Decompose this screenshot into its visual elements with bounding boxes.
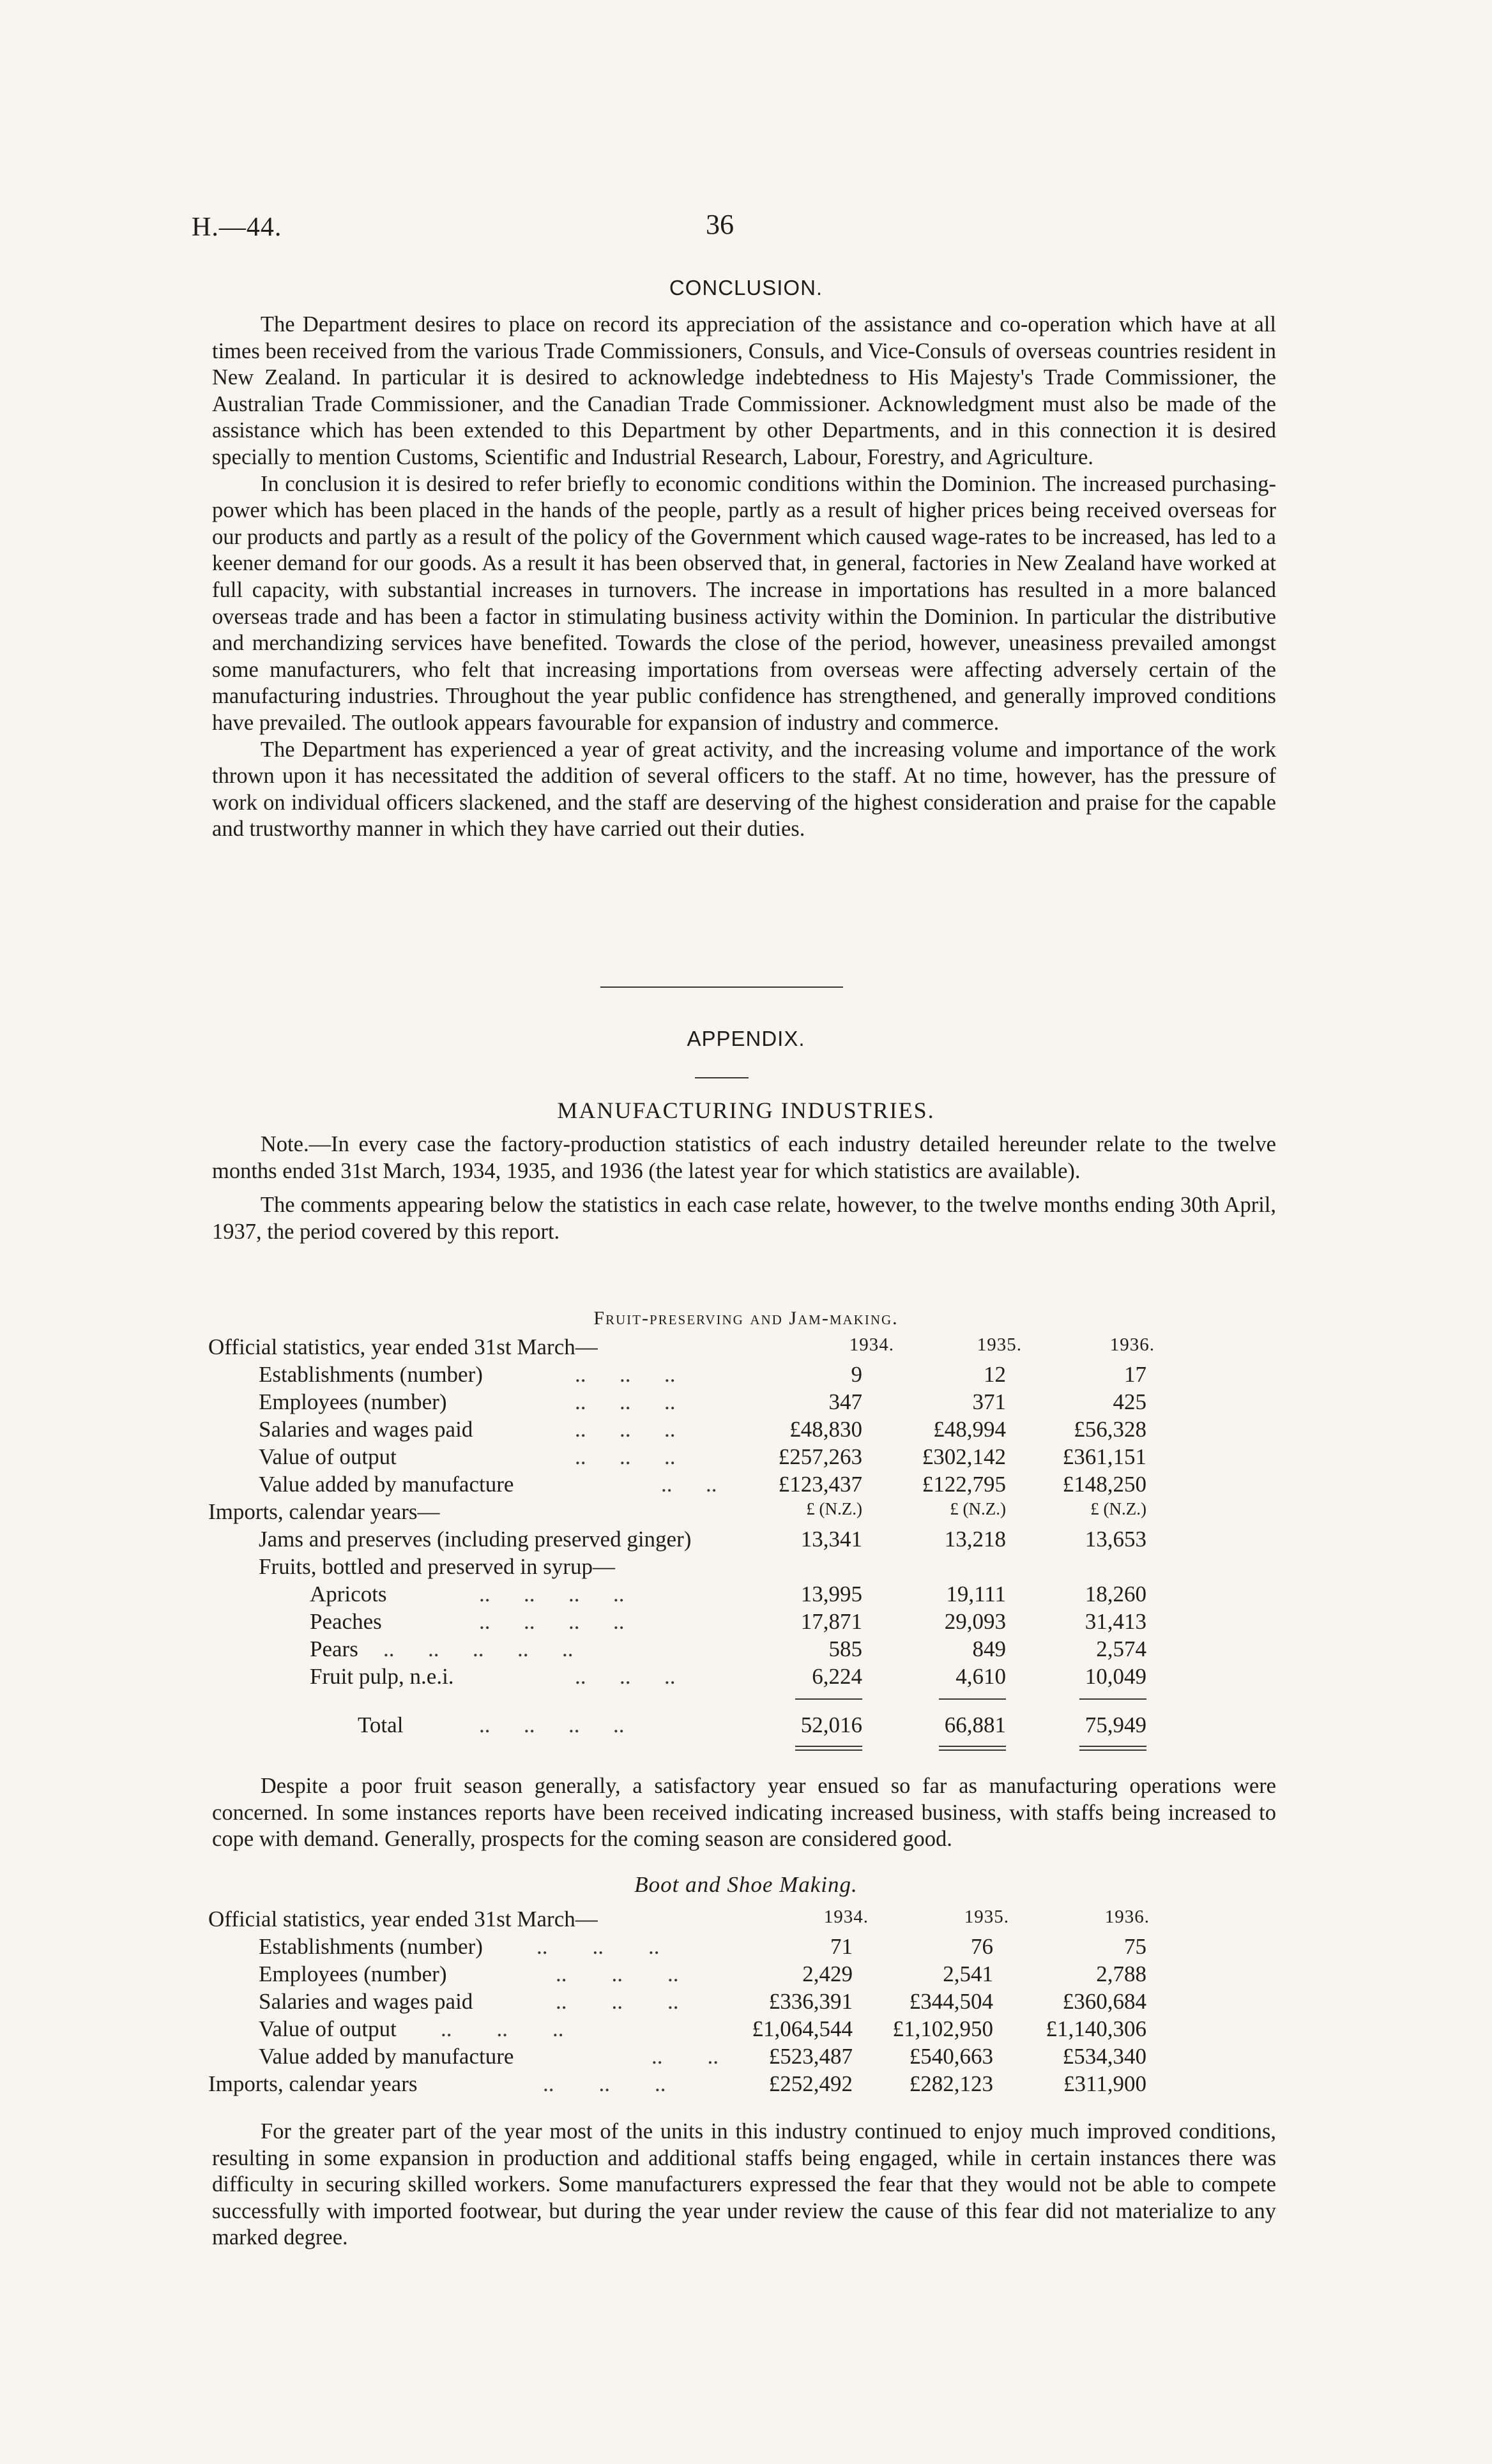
table-row: Jams and preserves (including preserved ginger) 13,341 13,218 13,653 [259, 1527, 1146, 1552]
imports-header-row: Imports, calendar years— £ (N.Z.) £ (N.Z.) £ (N.Z.) [208, 1499, 1146, 1524]
table-header-row [0, 1334, 1492, 1361]
conclusion-paragraph-3: The Department has experienced a year of great activity, and the increasing volume and importance of the work thrown upon it has necessitated the addition of several officers to the staff. At no time, however, has the pressure of work on individual officers slackened, and the staff are deserving of the highest consideration and praise for the capable and trustworthy manner in which they have carried out their duties. [212, 737, 1276, 842]
appendix-notes [212, 1131, 1276, 1245]
year-1934: 1934. [849, 1334, 894, 1355]
table-row: Pears .. .. .. .. .. 585 849 2,574 [310, 1636, 1146, 1661]
appendix-subtitle: MANUFACTURING INDUSTRIES. [557, 1098, 935, 1123]
official-statistics-label: Official statistics, year ended 31st March— [208, 1334, 598, 1359]
official-statistics-label: Official statistics, year ended 31st March— [208, 1907, 598, 1931]
table-row: Peaches .. .. .. .. 17,871 29,093 31,413 [310, 1609, 1146, 1634]
boot-comment: For the greater part of the year most of the units in this industry continued to enjoy much improved conditions, resulting in some expansion in production and additional staffs being engaged, while in certain instances there was difficulty in securing skilled workers. Some manufacturers expressed the fear that they would not be able to compete successfully with imported footwear, but during the year under review the cause of this fear did not materialize to any marked degree. [212, 2119, 1276, 2250]
appendix-note-1: Note.—In every case the factory-production statistics of each industry detailed hereunder relate to the twelve months ended 31st March, 1934, 1935, and 1936 (the latest year for which statistics are available). [212, 1132, 1276, 1183]
appendix-note-2: The comments appearing below the statistics in each case relate, however, to the twelve months ending 30th April, 1937, the period covered by this report. [212, 1193, 1276, 1244]
total-rule [1079, 1746, 1146, 1747]
year-1934: 1934. [823, 1907, 869, 1927]
table-row: Apricots .. .. .. .. 13,995 19,111 18,260 [310, 1582, 1146, 1606]
table-row: Salaries and wages paid .. .. .. £48,830 £48,994 £56,328 [259, 1417, 1146, 1442]
total-rule [795, 1746, 862, 1747]
boot-commentary [212, 2119, 1276, 2251]
table-row: Value added by manufacture .. .. £523,487 £540,663 £534,340 [259, 2044, 1146, 2069]
year-1935: 1935. [964, 1907, 1009, 1927]
total-rule [1079, 1750, 1146, 1751]
fruit-commentary [212, 1773, 1276, 1853]
appendix-heading: APPENDIX. [687, 1027, 805, 1050]
table-row: Value of output .. .. .. £257,263 £302,142 £361,151 [259, 1444, 1146, 1469]
table-row: Employees (number) .. .. .. 2,429 2,541 2,788 [259, 1961, 1146, 1986]
boot-table-title: Boot and Shoe Making. [634, 1872, 858, 1897]
subtotal-rule [795, 1698, 862, 1700]
table-row: Employees (number) .. .. .. 347 371 425 [259, 1389, 1146, 1414]
table-row: Imports, calendar years .. .. .. £252,492 £282,123 £311,900 [208, 2071, 1146, 2096]
fruits-subheading-row: Fruits, bottled and preserved in syrup— [259, 1554, 615, 1579]
fruit-comment: Despite a poor fruit season generally, a satisfactory year ensued so far as manufacturing operations were concerned. In some instances reports have been received indicating increased business, with staffs being increased to cope with demand. Generally, prospects for the coming season are considered good. [212, 1774, 1276, 1852]
conclusion-heading: CONCLUSION. [669, 276, 823, 299]
table-row: Value added by manufacture .. .. £123,437 £122,795 £148,250 [259, 1472, 1146, 1497]
table-header-row [0, 1907, 1492, 1933]
document-reference: H.—44. [192, 213, 282, 242]
conclusion-body [212, 312, 1276, 843]
table-row: Value of output .. .. .. £1,064,544 £1,102,950 £1,140,306 [259, 2016, 1146, 2041]
year-1935: 1935. [977, 1334, 1022, 1355]
subtotal-rule [1079, 1698, 1146, 1700]
appendix-divider [695, 1077, 749, 1078]
conclusion-paragraph-2: In conclusion it is desired to refer briefly to economic conditions within the Dominion. The increased purchasing-power which has been placed in the hands of the people, partly as a result of higher prices being received overseas for our products and partly as a result of the policy of the Government which caused wage-rates to be increased, has led to a keener demand for our goods. As a result it has been observed that, in general, factories in New Zealand have worked at full capacity, with substantial increases in turnovers. The increase in importations has resulted in a more balanced overseas trade and has been a factor in stimulating business activity within the Dominion. In particular the distributive and merchandizing services have benefited. Towards the close of the period, however, uneasiness prevailed amongst some manufacturers, who felt that increasing importations from overseas were affecting adversely certain of the manufacturing industries. Throughout the year public confidence has strengthened, and generally improved conditions have prevailed. The outlook appears favourable for expansion of industry and commerce. [212, 471, 1276, 735]
total-rule [939, 1746, 1006, 1747]
total-rule [939, 1750, 1006, 1751]
table-row: Fruit pulp, n.e.i. .. .. .. 6,224 4,610 10,049 [310, 1664, 1146, 1689]
page-number: 36 [706, 209, 734, 240]
year-1936: 1936. [1109, 1334, 1155, 1355]
year-1936: 1936. [1104, 1907, 1150, 1927]
conclusion-paragraph-1: The Department desires to place on record its appreciation of the assistance and co-operation which have at all times been received from the various Trade Commissioners, Consuls, and Vice-Consuls of overseas countries resident in New Zealand. In particular it is desired to acknowledge indebtedness to His Majesty's Trade Commissioner, the Australian Trade Commissioner, and the Canadian Trade Commissioner. Acknowledgment must also be made of the assistance which has been extended to this Department by other Departments, and in this connection it is desired specially to mention Customs, Scientific and Industrial Research, Labour, Forestry, and Agriculture. [212, 312, 1276, 469]
table-row: Establishments (number) .. .. .. 71 76 75 [259, 1934, 1146, 1959]
table-row: Salaries and wages paid .. .. .. £336,391 £344,504 £360,684 [259, 1989, 1146, 2014]
section-divider [600, 986, 843, 988]
total-row: Total .. .. .. .. 52,016 66,881 75,949 [358, 1712, 1146, 1737]
total-rule [795, 1750, 862, 1751]
table-row: Establishments (number) .. .. .. 9 12 17 [259, 1362, 1146, 1387]
fruit-table-title: Fruit-preserving and Jam-making. [593, 1308, 899, 1329]
subtotal-rule [939, 1698, 1006, 1700]
